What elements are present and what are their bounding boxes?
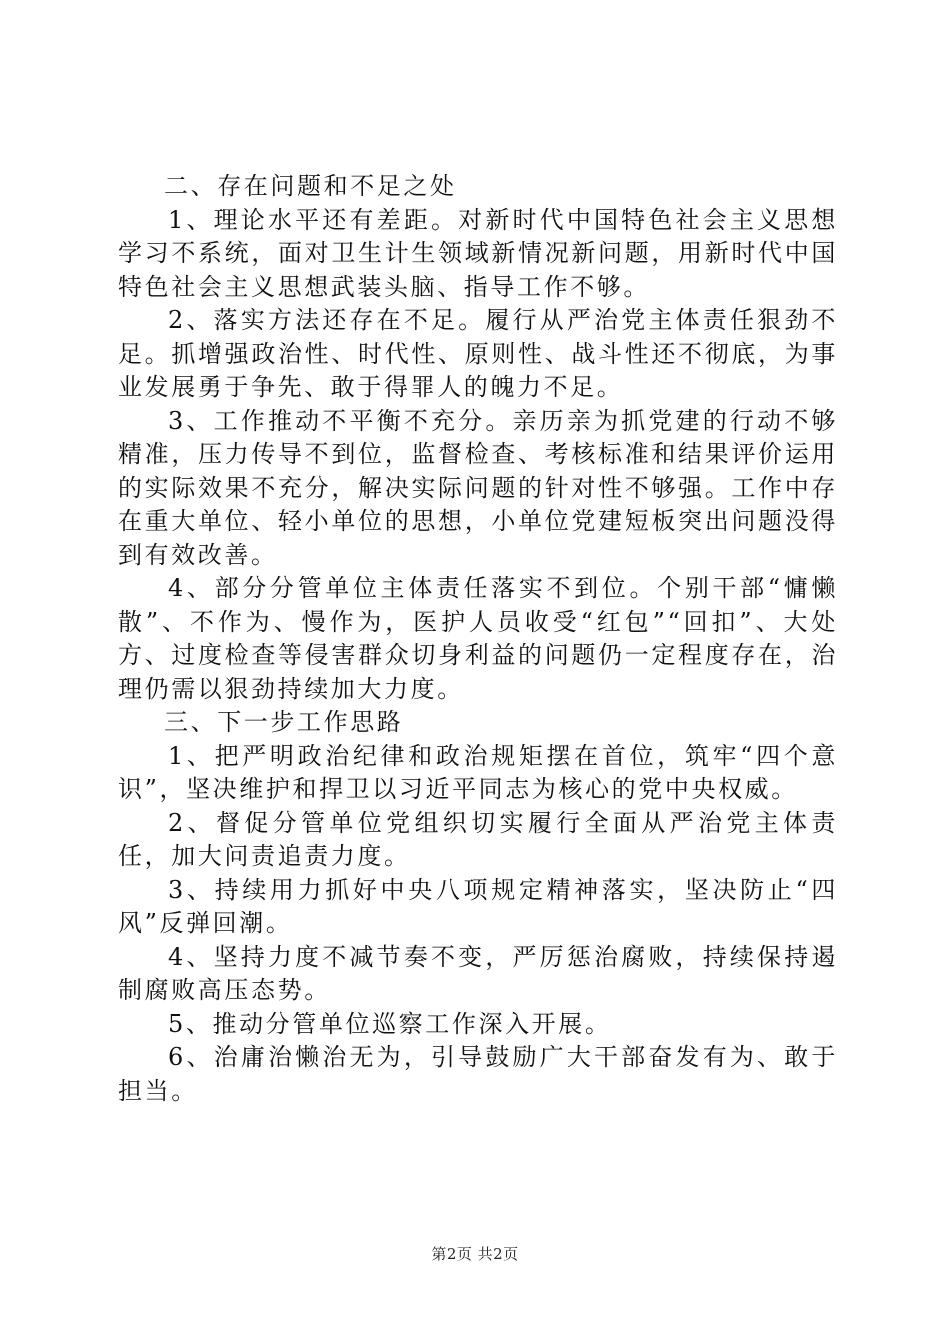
document-body [118,170,838,1108]
page-footer: 第2页 共2页 [431,1245,519,1263]
paragraph-step-4: 4、坚持力度不减节奏不变，严厉惩治腐败，持续保持遏制腐败高压态势。 [118,942,838,1004]
paragraph-problem-2: 2、落实方法还存在不足。履行从严治党主体责任狠劲不足。抓增强政治性、时代性、原则性、战斗性还不彻底，为事业发展勇于争先、敢于得罪人的魄力不足。 [118,306,838,401]
paragraph-step-3: 3、持续用力抓好中央八项规定精神落实，坚决防止“四风”反弹回潮。 [118,875,838,937]
section-heading-next-steps: 三、下一步工作思路 [164,708,404,736]
paragraph-step-5: 5、推动分管单位巡察工作深入开展。 [168,1009,612,1038]
paragraph-problem-3: 3、工作推动不平衡不充分。亲历亲为抓党建的行动不够精准，压力传导不到位，监督检查、考核标准和结果评价运用的实际效果不充分，解决实际问题的针对性不够强。工作中存在重大单位、轻小单位的思想，小单位党建短板突出问题没得到有效改善。 [118,406,838,569]
paragraph-step-6: 6、治庸治懒治无为，引导鼓励广大干部奋发有为、敢于担当。 [118,1043,838,1105]
paragraph-problem-1: 1、理论水平还有差距。对新时代中国特色社会主义思想学习不系统，面对卫生计生领域新情况新问题，用新时代中国特色社会主义思想武装头脑、指导工作不够。 [118,205,838,301]
paragraph-step-2: 2、督促分管单位党组织切实履行全面从严治党主体责任，加大问责追责力度。 [118,808,838,870]
paragraph-step-1: 1、把严明政治纪律和政治规矩摆在首位，筑牢“四个意识”，坚决维护和捍卫以习近平同志为核心的党中央权威。 [118,741,838,803]
section-heading-problems: 二、存在问题和不足之处 [164,172,457,200]
paragraph-problem-4: 4、部分分管单位主体责任落实不到位。个别干部“慵懒散”、不作为、慢作为，医护人员收受“红包”“回扣”、大处方、过度检查等侵害群众切身利益的问题仍一定程度存在，治理仍需以狠劲持续加大力度。 [118,574,838,703]
